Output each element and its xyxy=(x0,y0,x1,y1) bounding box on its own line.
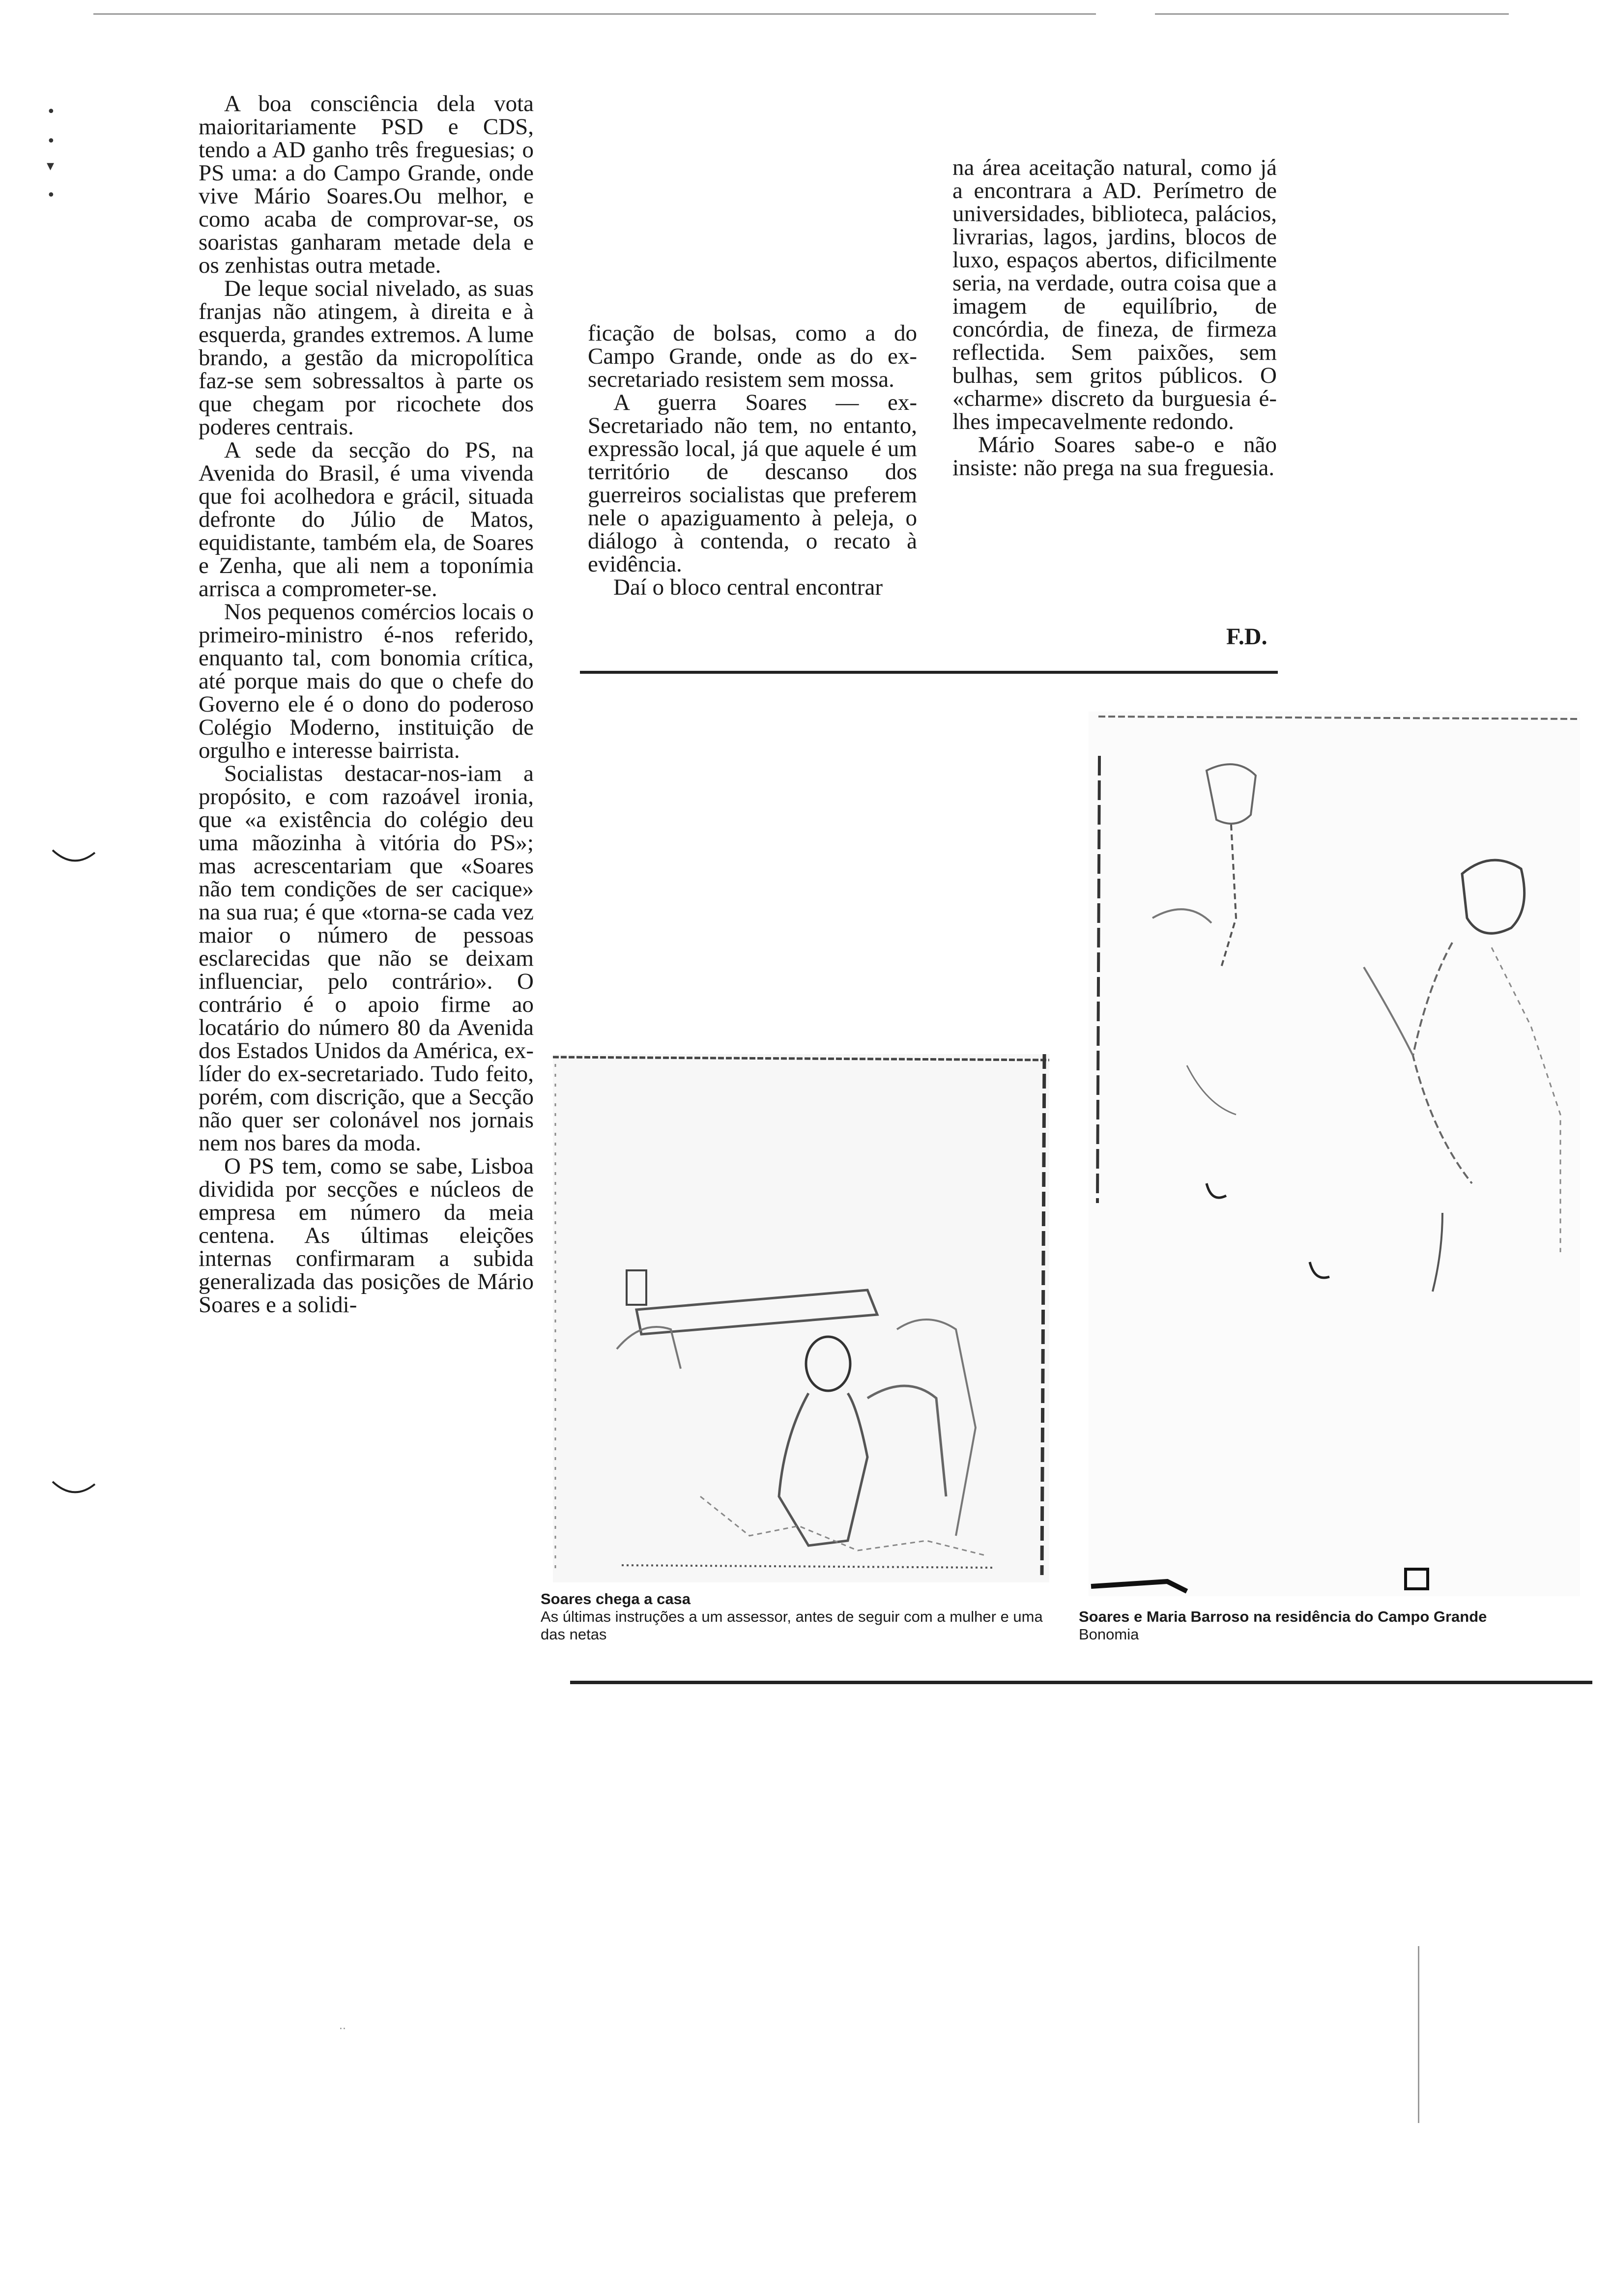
author-signature: F.D. xyxy=(1226,624,1267,650)
photo-image xyxy=(1089,712,1580,1596)
caption-title: Soares chega a casa xyxy=(541,1590,691,1607)
photo-caption-right xyxy=(1079,1608,1600,1643)
margin-mark: ▾ xyxy=(47,157,55,174)
article-column-3 xyxy=(952,156,1277,480)
paragraph: Nos pequenos comércios locais o primeiro-ministro é-nos referido, enquanto tal, com bonomia crítica, até porque mais do que o chefe do Governo ele é o dono do poderoso Colégio Moderno, instituição de orgulho e interesse bairrista. xyxy=(199,599,534,763)
margin-mark: • xyxy=(47,103,56,120)
photo-soares-arriving xyxy=(553,1054,1049,1582)
article-column-2 xyxy=(588,322,917,599)
caption-title: Soares e Maria Barroso na residência do Campo Grande xyxy=(1079,1608,1487,1625)
top-rule-left xyxy=(93,13,1096,15)
scan-speck: .. xyxy=(339,2020,346,2032)
binding-curve-mark xyxy=(52,848,96,867)
caption-text: As últimas instruções a um assessor, antes de seguir com a mulher e uma das netas xyxy=(541,1608,1043,1643)
margin-mark: • xyxy=(47,187,56,204)
paragraph: A guerra Soares — ex-Secretariado não tem, no entanto, expressão local, já que aquele é um território de descanso dos guerreiros socialistas que preferem nele o apaziguamento à peleja, o diálogo à contenda, o recato à evidência. xyxy=(588,390,917,577)
paragraph: O PS tem, como se sabe, Lisboa dividida por secções e núcleos de empresa em número da meia centena. As últimas eleições internas confirmaram a subida generalizada das posições de Mário Soares e a solidi- xyxy=(199,1153,534,1318)
photo-caption-left xyxy=(541,1590,1062,1643)
top-rule-right xyxy=(1155,13,1509,15)
paragraph: Socialistas destacar-nos-iam a propósito, e com razoável ironia, que «a existência do colégio deu uma mãozinha à vitória do PS»; mas acrescentariam que «Soares não tem condições de ser cacique» na sua rua; é que «torna-se cada vez maior o número de pessoas esclarecidas que não se deixam influenciar, pelo contrário». O contrário é o apoio firme ao locatário do número 80 da Avenida dos Estados Unidos da América, ex-líder do ex-secretariado. Tudo feito, porém, com discrição, que a Secção não quer ser colonável nos jornais nem nos bares da moda. xyxy=(199,761,534,1156)
margin-mark: • xyxy=(47,133,56,150)
section-rule xyxy=(580,671,1278,674)
photo-credit: Bonomia xyxy=(1079,1626,1139,1643)
paragraph: Daí o bloco central encontrar xyxy=(613,574,883,600)
bottom-rule xyxy=(570,1681,1592,1684)
binding-curve-mark xyxy=(52,1479,96,1499)
paragraph: ficação de bolsas, como a do Campo Grande, onde as do ex-secretariado resistem sem mossa. xyxy=(588,320,917,392)
scan-edge-mark xyxy=(1418,1946,1419,2123)
photo-soares-and-maria-barroso xyxy=(1089,712,1580,1596)
paragraph: A boa consciência dela vota maioritariamente PSD e CDS, tendo a AD ganho três freguesias; o PS uma: a do Campo Grande, onde vive Mário Soares.Ou melhor, e como acaba de comprovar-se, os soaristas ganharam metade dela e os zenhistas outra metade. xyxy=(199,91,534,278)
photo-image xyxy=(553,1054,1049,1582)
paragraph: na área aceitação natural, como já a encontrara a AD. Perímetro de universidades, biblioteca, palácios, livrarias, lagos, jardins, blocos de luxo, espaços abertos, dificilmente seria, na verdade, outra coisa que a imagem de equilíbrio, de concórdia, de fineza, de firmeza reflectida. Sem paixões, sem bulhas, sem gritos públicos. O «charme» discreto da burguesia é-lhes impecavelmente redondo. xyxy=(952,155,1277,434)
paragraph: A sede da secção do PS, na Avenida do Brasil, é uma vivenda que foi acolhedora e grácil, situada defronte do Júlio de Matos, equidistante, também ela, de Soares e Zenha, que ali nem a toponímia arrisca a comprometer-se. xyxy=(199,437,534,602)
article-column-1 xyxy=(199,92,534,1317)
paragraph: De leque social nivelado, as suas franjas não atingem, à direita e à esquerda, grandes extremos. A lume brando, a gestão da micropolítica faz-se sem sobressaltos à parte os que chegam por ricochete dos poderes centrais. xyxy=(199,276,534,440)
paragraph: Mário Soares sabe-o e não insiste: não prega na sua freguesia. xyxy=(952,432,1277,481)
